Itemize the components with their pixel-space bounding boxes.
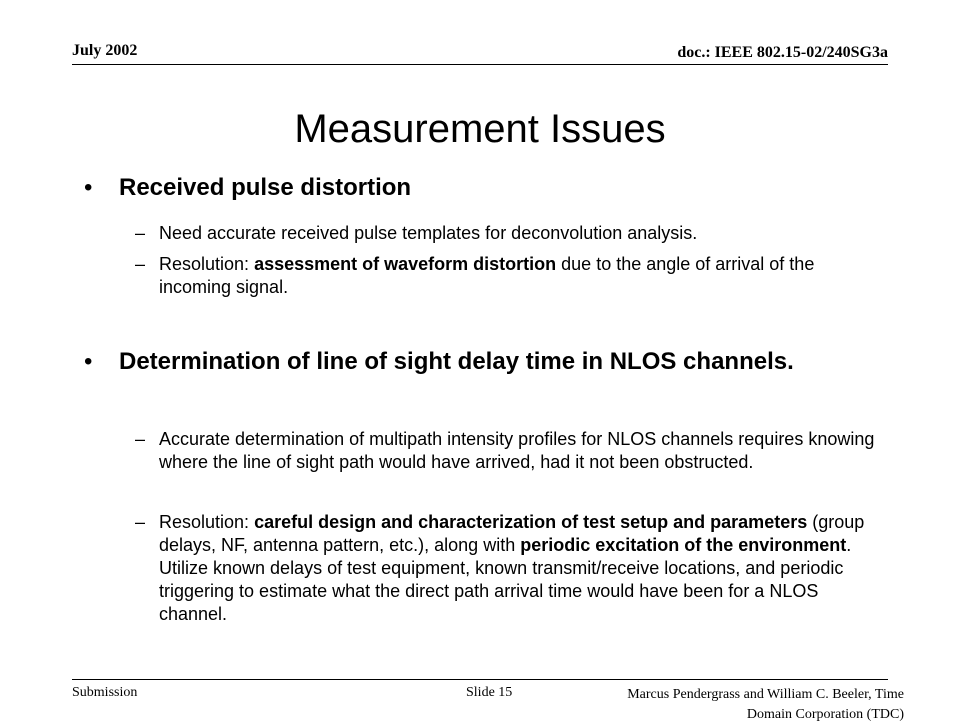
header-rule [72,64,888,65]
slide-title: Measurement Issues [294,107,666,151]
sub-text [159,253,879,299]
bullet-dot: • [84,348,93,375]
sub-dash: – [135,429,146,449]
footer-authors [627,685,904,725]
header-doc-id: doc.: IEEE 802.15-02/240SG3a [677,44,888,61]
bullet-dot: • [84,174,93,201]
footer-authors-line2: Domain Corporation (TDC) [746,707,904,722]
footer-authors-line1: Marcus Pendergrass and William C. Beeler, Time [627,687,904,702]
sub-text-part: (group delays, NF, antenna pattern, etc.), along with [159,512,865,555]
sub-text-part: Resolution: [159,254,255,274]
bullet-heading: Determination of line of sight delay time in NLOS channels. [119,348,794,375]
sub-text-part: Resolution: [159,512,255,532]
sub-text-part: . Utilize known delays of test equipment, known transmit/receive locations, and periodic triggering to estimate what the direct path arrival time would have been for a NLOS channel. [159,535,852,624]
header-date: July 2002 [72,42,138,59]
sub-dash: – [135,223,146,243]
footer-slide-number: Slide 15 [466,685,513,700]
sub-text-part: Accurate determination of multipath intensity profiles for NLOS channels requires knowing where the line of sight path would have arrived, had it not been obstructed. [159,429,875,472]
sub-dash: – [135,512,146,532]
sub-text [159,511,879,626]
bullet-heading: Received pulse distortion [119,174,412,201]
sub-text-bold: periodic excitation of the environment [520,535,847,555]
sub-dash: – [135,254,146,274]
sub-text-part: due to the angle of arrival of the incoming signal. [159,254,815,297]
footer-submission: Submission [72,685,138,700]
sub-text-part: Need accurate received pulse templates for deconvolution analysis. [159,223,698,243]
sub-text-bold: assessment of waveform distortion [254,254,557,274]
footer-rule [72,679,888,680]
sub-text [159,222,879,245]
sub-text-bold: careful design and characterization of test setup and parameters [254,512,808,532]
sub-text [159,428,879,474]
